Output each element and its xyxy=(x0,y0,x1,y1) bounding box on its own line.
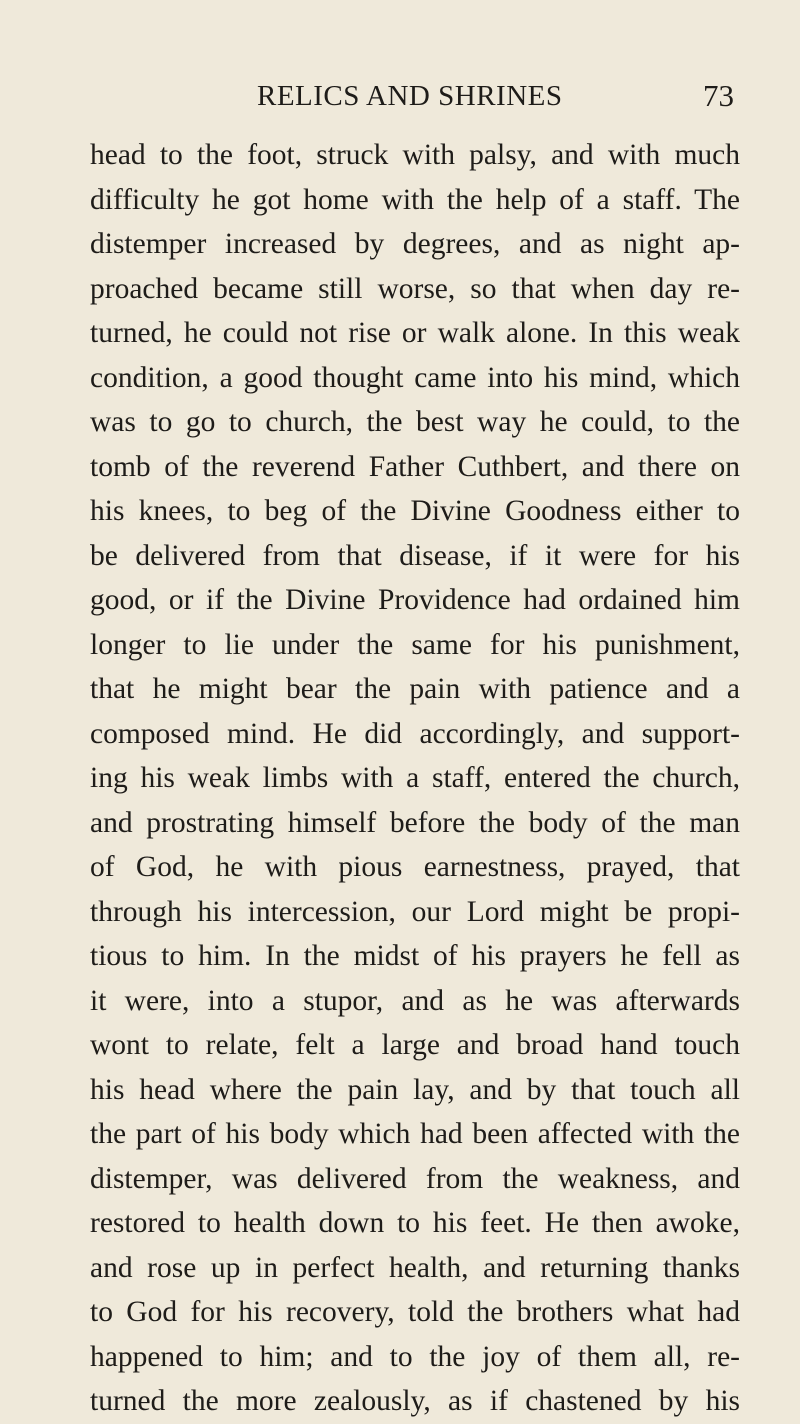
text-line: composed mind. He did accordingly, and support- xyxy=(90,717,740,750)
text-line: good, or if the Divine Providence had ordained him xyxy=(90,584,740,616)
text-line: his head where the pain lay, and by that touch all xyxy=(90,1073,740,1106)
running-head xyxy=(90,76,734,116)
text-line: tomb of the reverend Father Cuthbert, and there on xyxy=(90,450,740,483)
text-line: restored to health down to his feet. He then awoke, xyxy=(90,1207,740,1239)
text-line: of God, he with pious earnestness, prayed, that xyxy=(90,851,740,883)
text-line: head to the foot, struck with palsy, and with much xyxy=(90,139,740,171)
page-number: 73 xyxy=(703,78,734,113)
text-line: to God for his recovery, told the brothers what had xyxy=(90,1296,740,1328)
text-line: was to go to church, the best way he could, to the xyxy=(90,406,740,438)
text-line: difficulty he got home with the help of a staff. The xyxy=(90,183,740,216)
text-line: proached became still worse, so that when day re- xyxy=(90,272,740,305)
text-line: and prostrating himself before the body of the man xyxy=(90,806,740,839)
text-line: his knees, to beg of the Divine Goodness either to xyxy=(90,495,740,527)
text-line: that he might bear the pain with patience and a xyxy=(90,673,740,705)
text-line: happened to him; and to the joy of them all, re- xyxy=(90,1340,740,1373)
text-line: and rose up in perfect health, and returning thanks xyxy=(90,1251,740,1284)
body-text xyxy=(90,133,740,1424)
text-line: be delivered from that disease, if it were for his xyxy=(90,539,740,572)
text-line: condition, a good thought came into his mind, which xyxy=(90,361,740,394)
text-line: distemper increased by degrees, and as night ap- xyxy=(90,228,740,260)
text-line: turned, he could not rise or walk alone. In this weak xyxy=(90,317,740,349)
text-line: the part of his body which had been affected with the xyxy=(90,1118,740,1150)
text-line: ing his weak limbs with a staff, entered the church, xyxy=(90,762,740,794)
running-title: RELICS AND SHRINES xyxy=(257,80,563,112)
text-line: it were, into a stupor, and as he was afterwards xyxy=(90,984,740,1017)
text-line: wont to relate, felt a large and broad hand touch xyxy=(90,1029,740,1061)
text-line: turned the more zealously, as if chastened by his xyxy=(90,1385,740,1417)
text-line: longer to lie under the same for his punishment, xyxy=(90,628,740,661)
text-line: distemper, was delivered from the weakness, and xyxy=(90,1162,740,1195)
text-line: through his intercession, our Lord might be propi- xyxy=(90,895,740,928)
text-line: tious to him. In the midst of his prayers he fell as xyxy=(90,940,740,972)
